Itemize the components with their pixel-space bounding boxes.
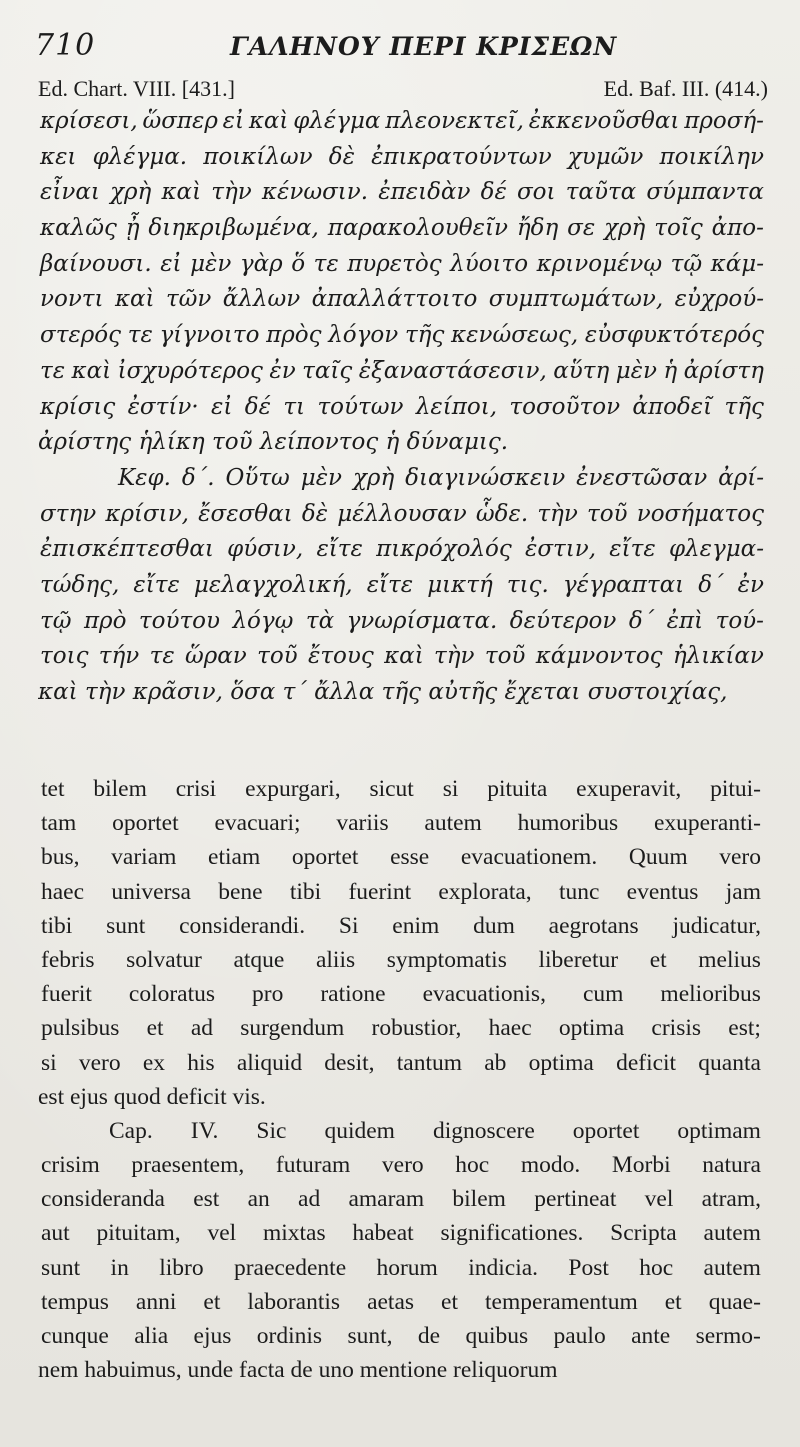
edition-reference-right: Ed. Baf. III. (414.) [603,76,768,101]
text-line: κρίσις ἐστίν· εἰ δέ τι τούτων λείποι, τοσοῦτον ἀποδεῖ τῆς [40,393,764,420]
text-line: εἶναι χρὴ καὶ τὴν κένωσιν. ἐπειδὰν δέ σοι ταῦτα σύμπαντα [40,179,764,206]
text-line: ἀρίστης ἡλίκη τοῦ λείποντος ἡ δύναμις. [38,429,509,456]
text-line: fuerit coloratus pro ratione evacuationis, cum melioribus [41,981,761,1008]
text-line: febris solvatur atque aliis symptomatis liberetur et melius [41,946,761,973]
text-line: τώδης, εἴτε μελαγχολική, εἴτε μικτή τις. γέγραπται δ΄ ἐν [40,571,764,598]
edition-reference-left: Ed. Chart. VIII. [431.] [38,76,235,101]
text-line: consideranda est an ad amaram bilem pertineat vel atram, [41,1186,761,1213]
text-line: cunque alia ejus ordinis sunt, de quibus paulo ante sermo- [41,1323,761,1349]
latin-text-block [38,772,764,1387]
text-line: βαίνουσι. εἰ μὲν γὰρ ὅ τε πυρετὸς λύοιτο κρινομένῳ τῷ κάμ- [40,250,764,277]
page-header [35,28,780,64]
text-line: tempus anni et laborantis aetas et temperamentum et quae- [41,1288,761,1315]
running-title: ΓΑΛΗΝΟΥ ΠΕΡΙ ΚΡΙΣΕΩΝ [230,32,618,61]
text-line: τῷ πρὸ τούτου λόγῳ τὰ γνωρίσματα. δεύτερον δ΄ ἐπὶ τού- [40,607,764,634]
text-line: Κεφ. δ΄. Οὕτω μὲν χρὴ διαγινώσκειν ἐνεστῶσαν ἀρί- [118,464,764,491]
text-line: si vero ex his aliquid desit, tantum ab optima deficit quanta [41,1049,761,1076]
text-line: στερός τε γίγνοιτο πρὸς λόγον τῆς κενώσεως, εὐσφυκτότερός [40,322,764,349]
text-line: tet bilem crisi expurgari, sicut si pituita exuperavit, pitui- [41,776,761,802]
text-line: aut pituitam, vel mixtas habeat significationes. Scripta autem [41,1220,761,1247]
page-number: 710 [35,28,96,63]
text-line: crisim praesentem, futuram vero hoc modo. Morbi natura [41,1152,761,1179]
text-line: νοντι καὶ τῶν ἄλλων ἀπαλλάττοιτο συμπτωμάτων, εὐχρού- [40,286,764,313]
text-line: τε καὶ ἰσχυρότερος ἐν ταῖς ἐξαναστάσεσιν, αὕτη μὲν ἡ ἀρίστη [40,357,764,384]
text-line: καλῶς ᾖ διηκριβωμένα, παρακολουθεῖν ἤδη σε χρὴ τοῖς ἀπο- [40,215,764,242]
text-line: pulsibus et ad surgendum robustior, haec optima crisis est; [41,1015,761,1042]
text-line: καὶ τὴν κρᾶσιν, ὅσα τ΄ ἄλλα τῆς αὐτῆς ἔχεται συστοιχίας, [38,679,728,705]
text-line: est ejus quod deficit vis. [38,1083,266,1110]
text-line: bus, variam etiam oportet esse evacuationem. Quum vero [41,844,761,871]
greek-text-block [38,104,766,711]
text-line: κει φλέγμα. ποικίλων δὲ ἐπικρατούντων χυμῶν ποικίλην [40,143,764,170]
text-line: Cap. IV. Sic quidem dignoscere oportet optimam [109,1117,761,1144]
text-line: nem habuimus, unde facta de uno mentione reliquorum [38,1357,558,1384]
text-line: tibi sunt considerandi. Si enim dum aegrotans judicatur, [41,912,761,939]
text-line: τοις τήν τε ὥραν τοῦ ἔτους καὶ τὴν τοῦ κάμνοντος ἡλικίαν [40,643,764,670]
text-line: haec universa bene tibi fuerint explorata, tunc eventus jam [41,878,761,905]
text-line: tam oportet evacuari; variis autem humoribus exuperanti- [41,810,761,837]
text-line: κρίσεσι, ὥσπερ εἰ καὶ φλέγμα πλεονεκτεῖ, ἐκκενοῦσθαι προσή- [40,108,764,134]
text-line: sunt in libro praecedente horum indicia. Post hoc autem [41,1254,761,1281]
text-line: ἐπισκέπτεσθαι φύσιν, εἴτε πικρόχολός ἐστιν, εἴτε φλεγμα- [40,536,764,563]
text-line: στην κρίσιν, ἔσεσθαι δὲ μέλλουσαν ὧδε. τὴν τοῦ νοσήματος [40,500,764,527]
